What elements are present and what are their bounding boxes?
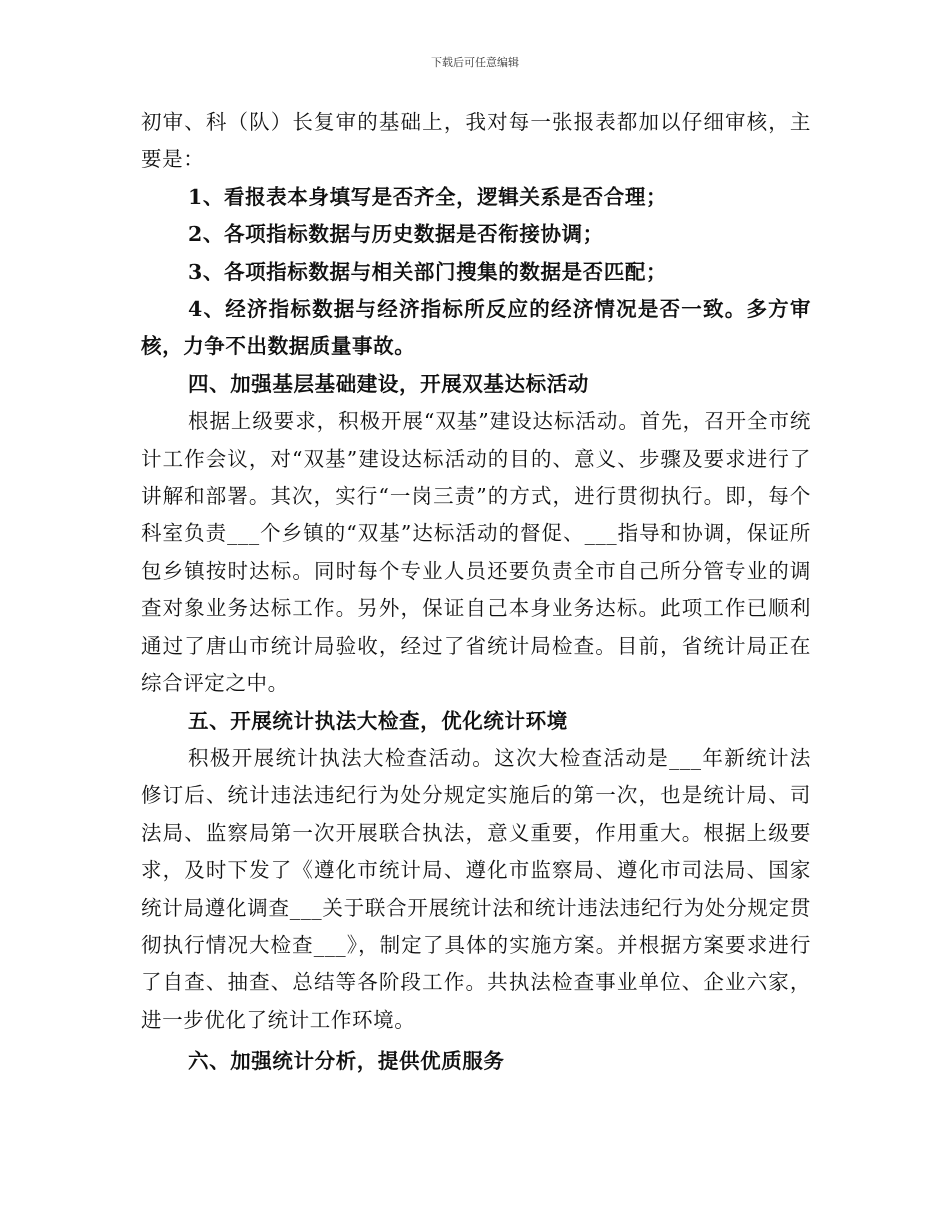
list-item-4: 4、经济指标数据与经济指标所反应的经济情况是否一致。多方审核，力争不出数据质量事故。 xyxy=(141,297,811,359)
list-item-3: 3、各项指标数据与相关部门搜集的数据是否匹配； xyxy=(188,259,668,284)
list-item-1: 1、看报表本身填写是否齐全，逻辑关系是否合理； xyxy=(188,184,668,209)
paragraph-section-4: 根据上级要求，积极开展“双基”建设达标活动。首先，召开全市统计工作会议，对“双基”建设达标活动的目的、意义、步骤及要求进行了讲解和部署。其次，实行“一岗三责”的方式，进行贯彻执行。即，每个科室负责___个乡镇的“双基”达标活动的督促、___指导和协调，保证所包乡镇按时达标。同时每个专业人员还要负责全市自己所分管专业的调查对象业务达标工作。另外，保证自己本身业务达标。此项工作已顺利通过了唐山市统计局验收，经过了省统计局检查。目前，省统计局正在综合评定之中。 xyxy=(141,409,811,696)
list-item-2: 2、各项指标数据与历史数据是否衔接协调； xyxy=(188,222,604,247)
document-body xyxy=(141,104,811,1081)
paragraph-section-5: 积极开展统计执法大检查活动。这次大检查活动是___年新统计法修订后、统计违法违纪行为处分规定实施后的第一次，也是统计局、司法局、监察局第一次开展联合执法，意义重要，作用重大。根据上级要求，及时下发了《遵化市统计局、遵化市监察局、遵化市司法局、国家统计局遵化调查___关于联合开展统计法和统计违法违纪行为处分规定贯彻执行情况大检查___》，制定了具体的实施方案。并根据方案要求进行了自查、抽查、总结等各阶段工作。共执法检查事业单位、企业六家，进一步优化了统计工作环境。 xyxy=(141,745,811,1032)
section-heading-5: 五、开展统计执法大检查，优化统计环境 xyxy=(188,708,568,733)
paragraph-review-intro: 初审、科（队）长复审的基础上，我对每一张报表都加以仔细审核，主要是： xyxy=(141,110,811,172)
section-heading-4: 四、加强基层基础建设，开展双基达标活动 xyxy=(188,371,589,396)
page-header-note: 下载后可任意编辑 xyxy=(431,56,519,69)
section-heading-6: 六、加强统计分析，提供优质服务 xyxy=(188,1049,505,1074)
